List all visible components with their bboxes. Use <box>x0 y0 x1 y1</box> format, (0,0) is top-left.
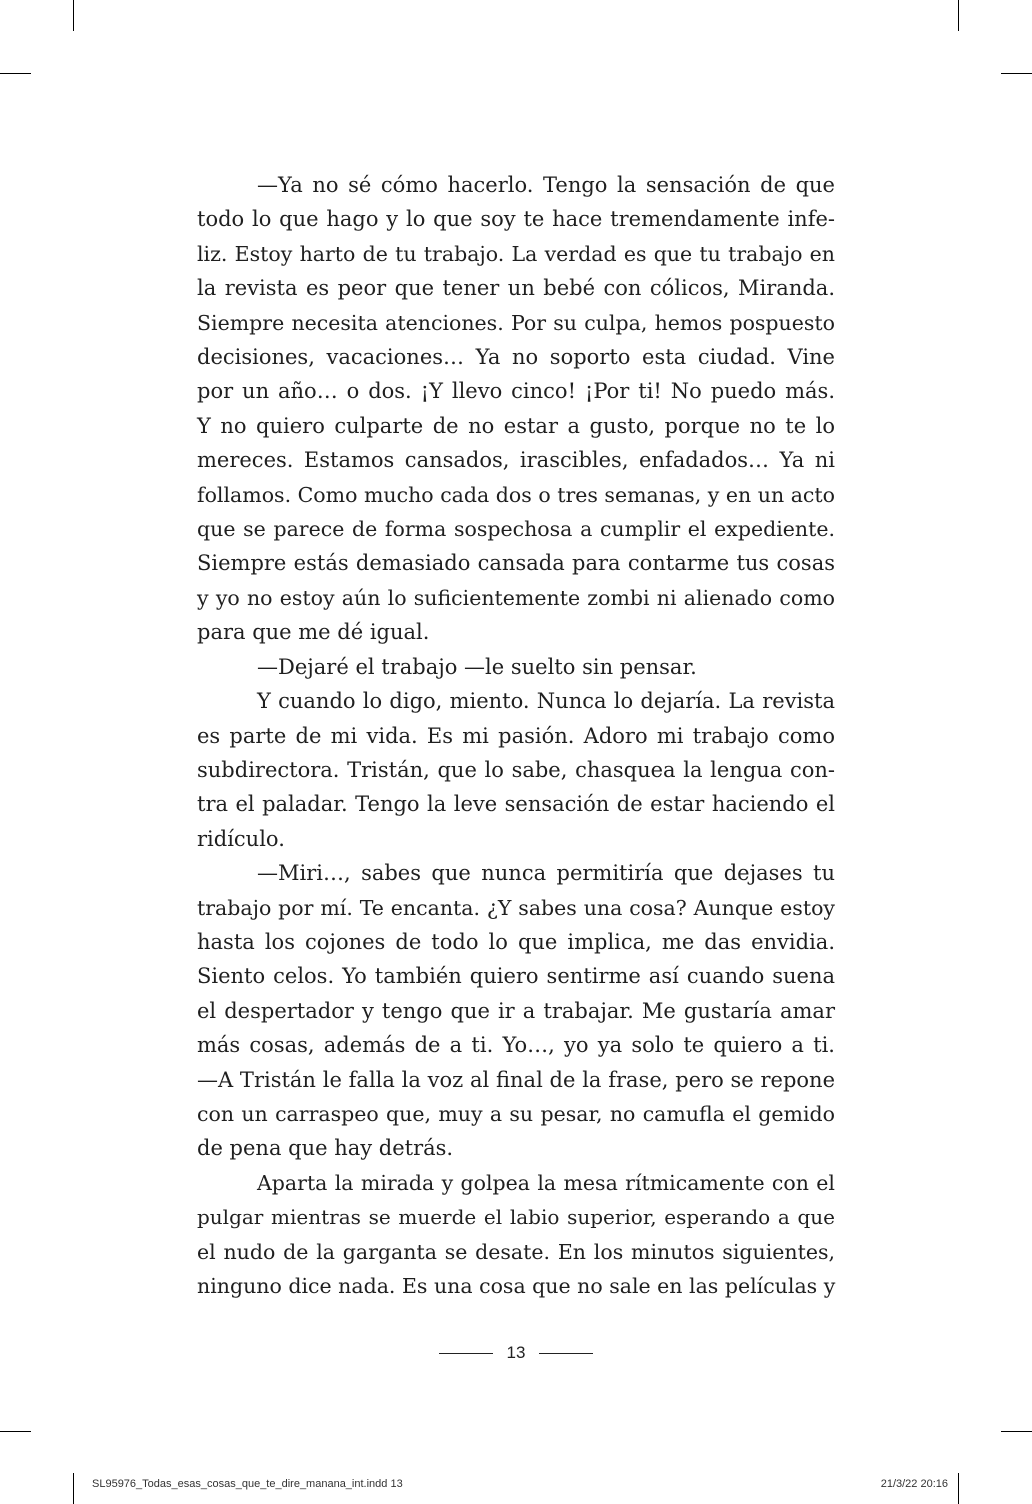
body-text <box>197 168 835 1303</box>
page-number-rule-right <box>539 1353 593 1354</box>
text-line: —Ya no sé cómo hacerlo. Tengo la sensación de que <box>257 173 835 197</box>
text-line: Siempre necesita atenciones. Por su culpa, hemos pospuesto <box>197 310 835 335</box>
text-line: trabajo por mí. Te encanta. ¿Y sabes una cosa? Aunque estoy <box>197 895 835 920</box>
text-line: para que me dé igual. <box>197 620 430 645</box>
paragraph <box>197 856 835 1166</box>
slug-filename: SL95976_Todas_esas_cosas_que_te_dire_manana_int.indd 13 <box>92 1478 403 1490</box>
text-line: que se parece de forma sospechosa a cumplir el expediente. <box>197 517 835 542</box>
page-number: 13 <box>506 1343 526 1362</box>
text-line: mereces. Estamos cansados, irascibles, enfadados… Ya ni <box>197 448 835 473</box>
text-line: todo lo que hago y lo que soy te hace tremendamente infe- <box>197 207 835 232</box>
text-line: —Dejaré el trabajo —le suelto sin pensar. <box>257 654 697 679</box>
text-line: decisiones, vacaciones… Ya no soporto esta ciudad. Vine <box>197 345 835 370</box>
paragraph <box>197 684 835 856</box>
crop-mark-right-top <box>1001 73 1032 74</box>
text-line: —Miri…, sabes que nunca permitiría que dejases tu <box>257 861 835 886</box>
slug-date: 21/3/22 20:16 <box>880 1478 948 1490</box>
text-line: más cosas, además de a ti. Yo…, yo ya solo te quiero a ti. <box>197 1033 835 1058</box>
page-footer <box>0 1338 1032 1368</box>
text-line: tra el paladar. Tengo la leve sensación de estar haciendo el <box>197 792 835 817</box>
text-line: hasta los cojones de todo lo que implica, me das envidia. <box>197 929 835 954</box>
paragraph <box>197 168 835 650</box>
crop-mark-left-bottom <box>0 1431 31 1432</box>
crop-mark-bottom-left <box>73 1473 74 1504</box>
crop-mark-left-top <box>0 73 31 74</box>
crop-mark-bottom-right <box>958 1473 959 1504</box>
text-line: ninguno dice nada. Es una cosa que no sale en las películas y <box>197 1274 836 1298</box>
text-line: Y cuando lo digo, miento. Nunca lo dejaría. La revista <box>257 689 835 714</box>
crop-mark-top-right <box>958 0 959 31</box>
text-line: de pena que hay detrás. <box>197 1136 454 1161</box>
text-line: Y no quiero culparte de no estar a gusto, porque no te lo <box>197 413 835 438</box>
text-line: Siempre estás demasiado cansada para contarme tus cosas <box>197 551 835 576</box>
page-number-rule-left <box>439 1353 493 1354</box>
text-line: y yo no estoy aún lo suficientemente zombi ni alienado como <box>197 585 835 610</box>
text-line: con un carraspeo que, muy a su pesar, no camufla el gemido <box>197 1101 835 1126</box>
crop-mark-right-bottom <box>1001 1431 1032 1432</box>
paragraph <box>197 650 835 684</box>
text-line: el despertador y tengo que ir a trabajar. Me gustaría amar <box>197 998 835 1023</box>
text-line: es parte de mi vida. Es mi pasión. Adoro mi trabajo como <box>197 723 835 748</box>
text-line: Siento celos. Yo también quiero sentirme así cuando suena <box>197 964 835 989</box>
crop-mark-top-left <box>73 0 74 31</box>
text-line: subdirectora. Tristán, que lo sabe, chasquea la lengua con- <box>197 757 835 782</box>
text-line: por un año… o dos. ¡Y llevo cinco! ¡Por ti! No puedo más. <box>197 379 835 404</box>
text-line: la revista es peor que tener un bebé con cólicos, Miranda. <box>197 276 835 301</box>
text-line: —A Tristán le falla la voz al final de la frase, pero se repone <box>197 1067 835 1092</box>
text-line: liz. Estoy harto de tu trabajo. La verdad es que tu trabajo en <box>197 241 835 266</box>
text-line: el nudo de la garganta se desate. En los minutos siguientes, <box>197 1239 835 1264</box>
text-line: follamos. Como mucho cada dos o tres semanas, y en un acto <box>197 482 835 507</box>
paragraph <box>197 1166 835 1304</box>
text-line: Aparta la mirada y golpea la mesa rítmicamente con el <box>257 1170 835 1195</box>
text-line: ridículo. <box>197 826 285 851</box>
text-line: pulgar mientras se muerde el labio superior, esperando a que <box>197 1205 835 1230</box>
